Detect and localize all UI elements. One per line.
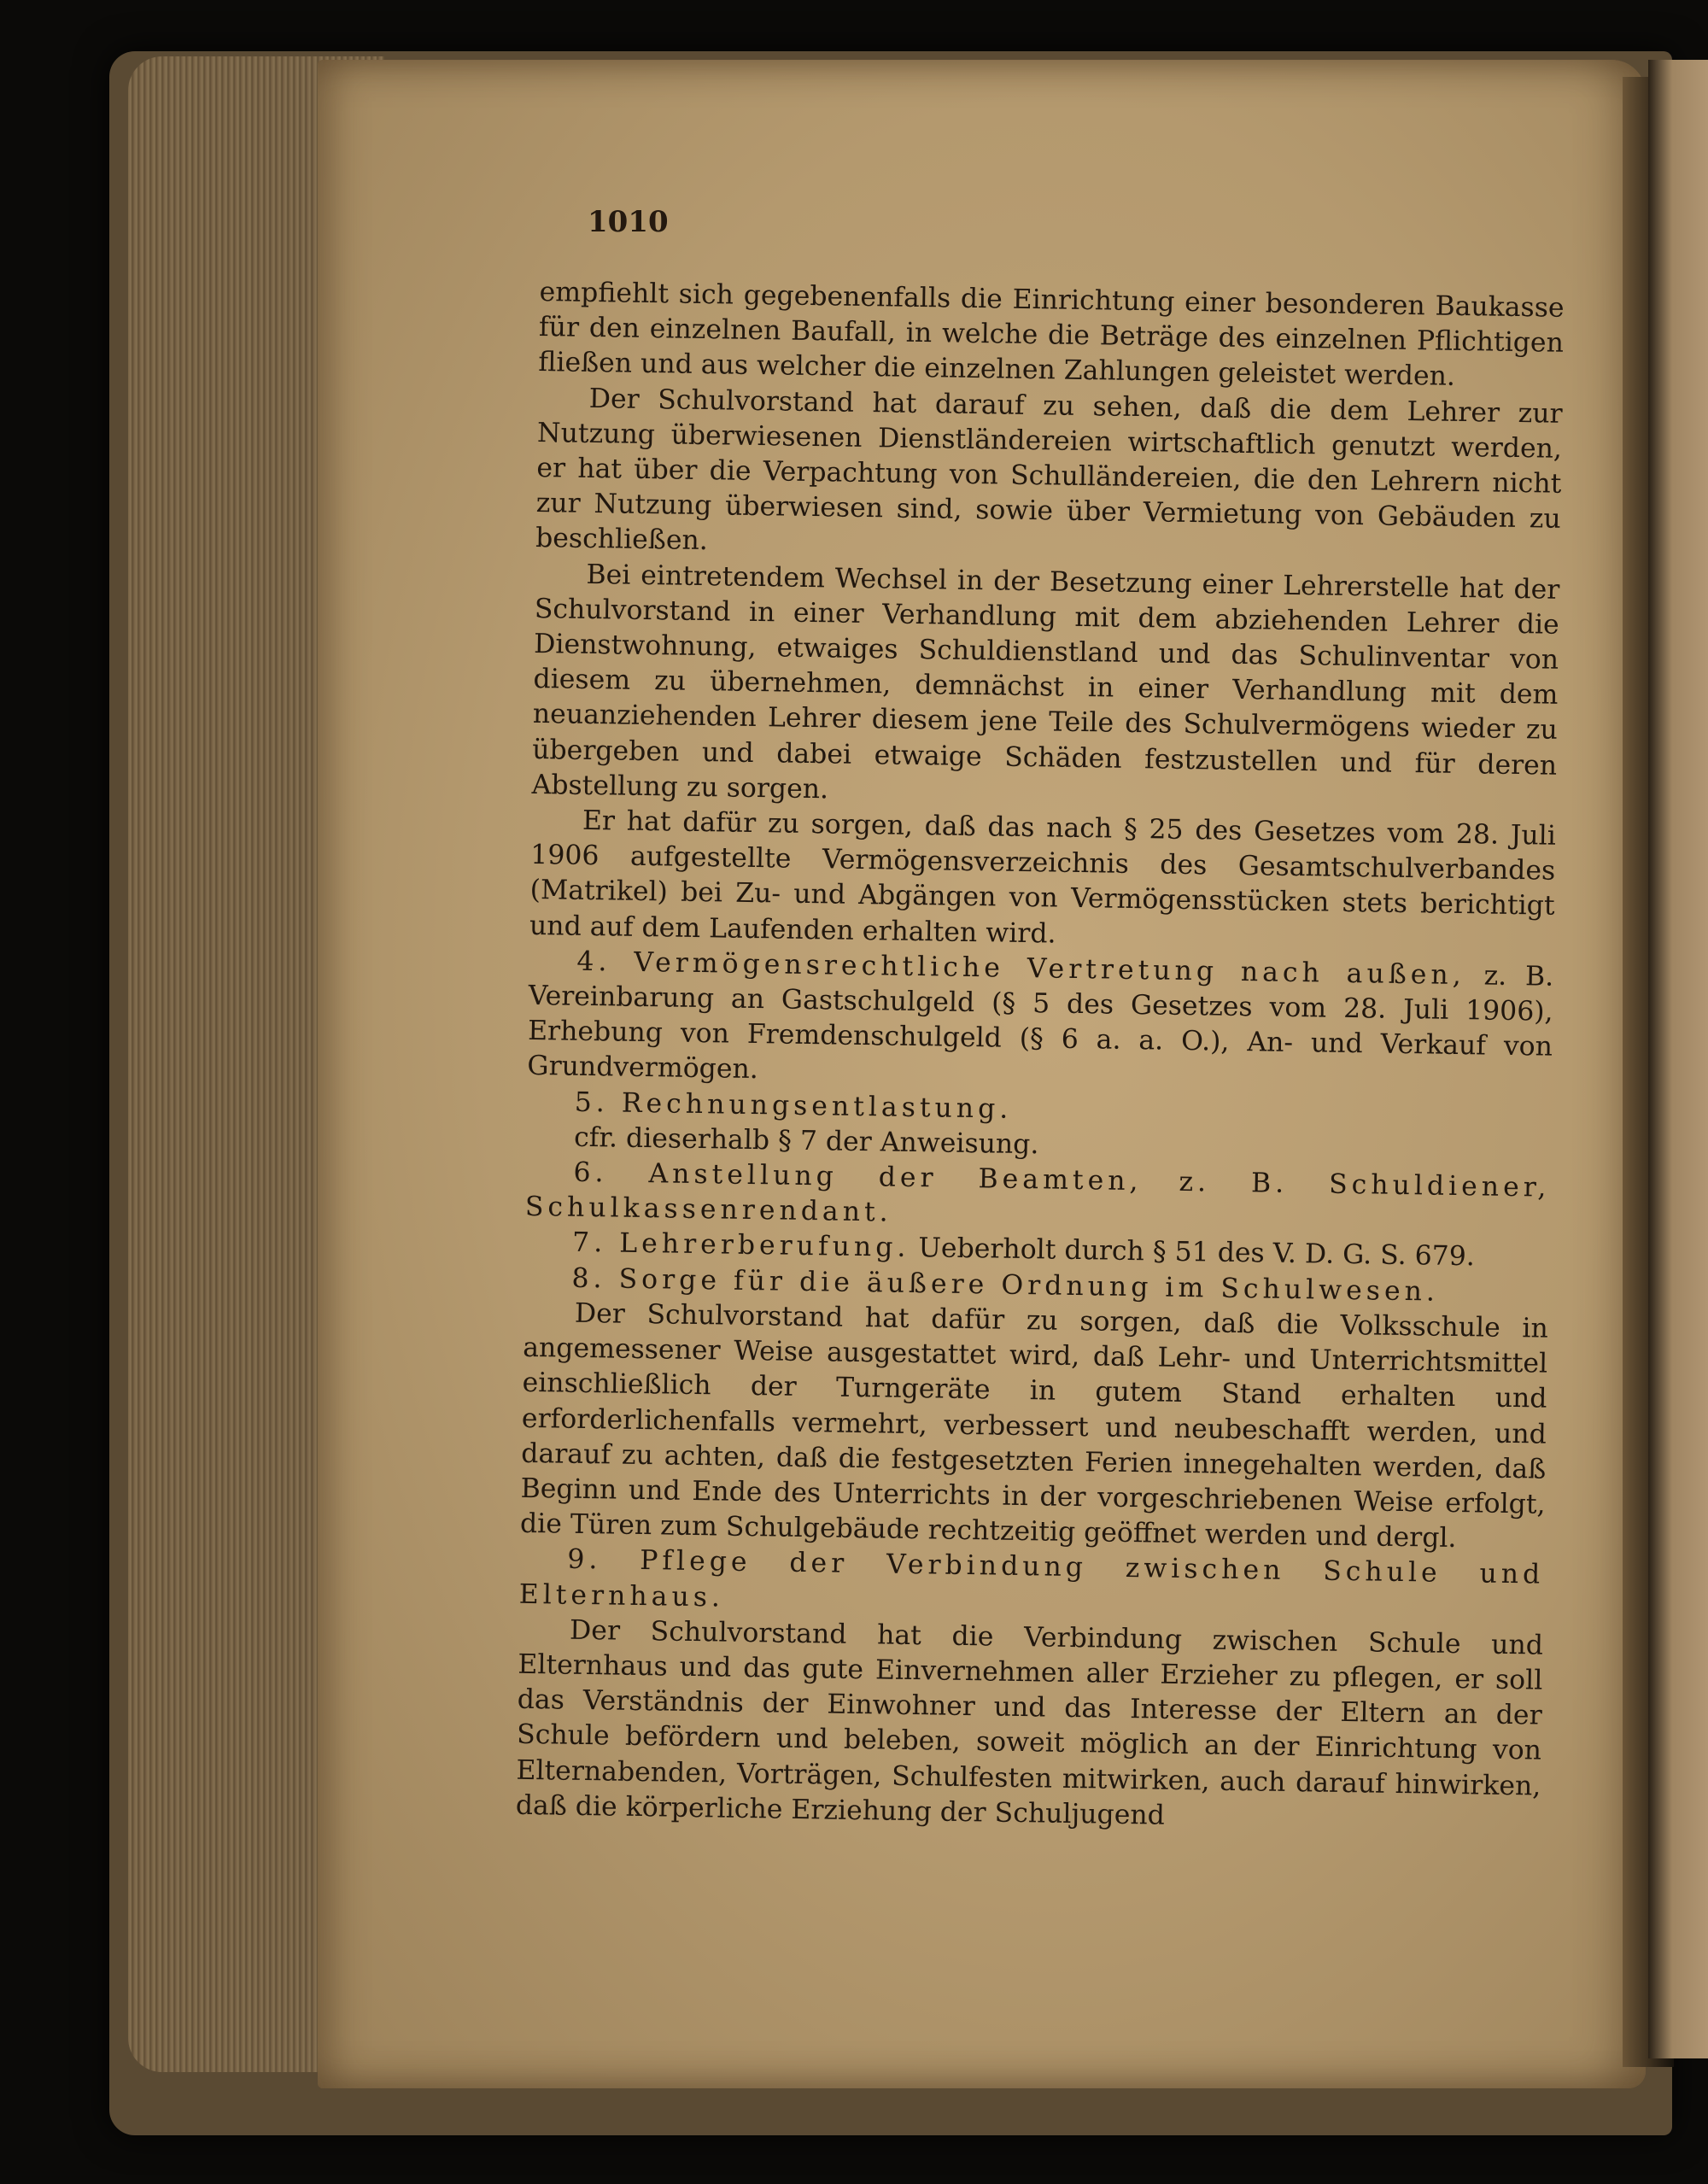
- page-number: 1010: [588, 205, 669, 239]
- body-text: [516, 275, 1565, 1840]
- section-5-body: cfr. dieserhalb § 7 der Anweisung.: [573, 1121, 1039, 1161]
- section-4: [527, 944, 1553, 1101]
- section-7-body: Ueberholt durch § 51 des V. D. G. S. 679.: [918, 1233, 1476, 1273]
- section-6-heading: 6. Anstellung der Beamten,: [573, 1156, 1143, 1197]
- section-4-heading: 4. Vermögensrechtliche Vertretung nach außen,: [576, 946, 1466, 991]
- section-7-heading: 7. Lehrerberufung.: [571, 1227, 910, 1264]
- right-page-edge: [1648, 60, 1708, 2058]
- section-8-body: Der Schulvorstand hat dafür zu sorgen, daß die Volksschule in angemessener Weise ausgestattet wird, daß Lehr- und Unterrichtsmittel einschließlich der Turngeräte in gutem Stand erhalten und erforderlichenfalls vermehrt, verbessert und neubeschafft werden, und darauf zu achten, daß die festgesetzten Ferien innegehalten werden, daß Beginn und Ende des Unterrichts in der vorgeschriebenen Weise erfolgt, die Türen zum Schulgebäude rechtzeitig geöffnet werden und dergl.: [519, 1297, 1549, 1555]
- paragraph-4: Er hat dafür zu sorgen, daß das nach § 25 des Gesetzes vom 28. Juli 1906 aufgestellte Vermögensverzeichnis des Gesamtschulverbandes (Matrikel) bei Zu- und Abgängen von Vermögensstücken stets berichtigt und auf dem Laufenden erhalten wird.: [529, 805, 1557, 950]
- section-9-heading: 9. Pflege der Verbindung zwischen Schule und Elternhaus.: [518, 1544, 1545, 1613]
- paragraph-1: empfiehlt sich gegebenenfalls die Einrichtung einer besonderen Baukasse für den einzelnen Baufall, in welche die Beträge des einzelnen Pflichtigen fließen und aus welcher die einzelnen Zahlungen geleistet werden.: [538, 276, 1565, 393]
- paragraph-3: Bei eintretendem Wechsel in der Besetzung einer Lehrerstelle hat der Schulvorstand in einer Verhandlung mit dem abziehenden Lehrer die Dienstwohnung, etwaiges Schuldienstland und das Schulinventar von diesem zu übernehmen, demnächst in einer Verhandlung mit dem neuanziehenden Lehrer diesem jene Teile des Schulvermögens wieder zu übergeben und dabei etwaige Schäden festzustellen und für deren Abstellung zu sorgen.: [531, 559, 1560, 805]
- section-8-heading: 8. Sorge für die äußere Ordnung im Schulwesen.: [571, 1262, 1440, 1308]
- paragraph-2: Der Schulvorstand hat darauf zu sehen, daß die dem Lehrer zur Nutzung überwiesenen Dienstländereien wirtschaftlich genutzt werden, er hat über die Verpachtung von Schulländereien, die den Lehrern nicht zur Nutzung überwiesen sind, sowie über Vermietung von Gebäuden zu beschließen.: [535, 383, 1563, 557]
- section-9-body: Der Schulvorstand hat die Verbindung zwischen Schule und Elternhaus und das gute Einvernehmen aller Erzieher zu pflegen, er soll das Verständnis der Einwohner und das Interesse der Eltern an der Schule befördern und beleben, soweit möglich an der Einrichtung von Elternabenden, Vorträgen, Schulfesten mitwirken, auch darauf hinwirken, daß die körperliche Erziehung der Schuljugend: [515, 1614, 1544, 1831]
- section-6-body: z. B. Schuldiener, Schulkassenrendant.: [524, 1166, 1551, 1228]
- section-4-body: z. B. Vereinbarung an Gastschulgeld (§ 5 des Gesetzes vom 28. Juli 1906), Erhebung von Fremdenschulgeld (§ 6 a. a. O.), An- und Verkauf von Grundvermögen.: [527, 960, 1554, 1086]
- section-5-heading: 5. Rechnungsentlastung.: [574, 1086, 1013, 1125]
